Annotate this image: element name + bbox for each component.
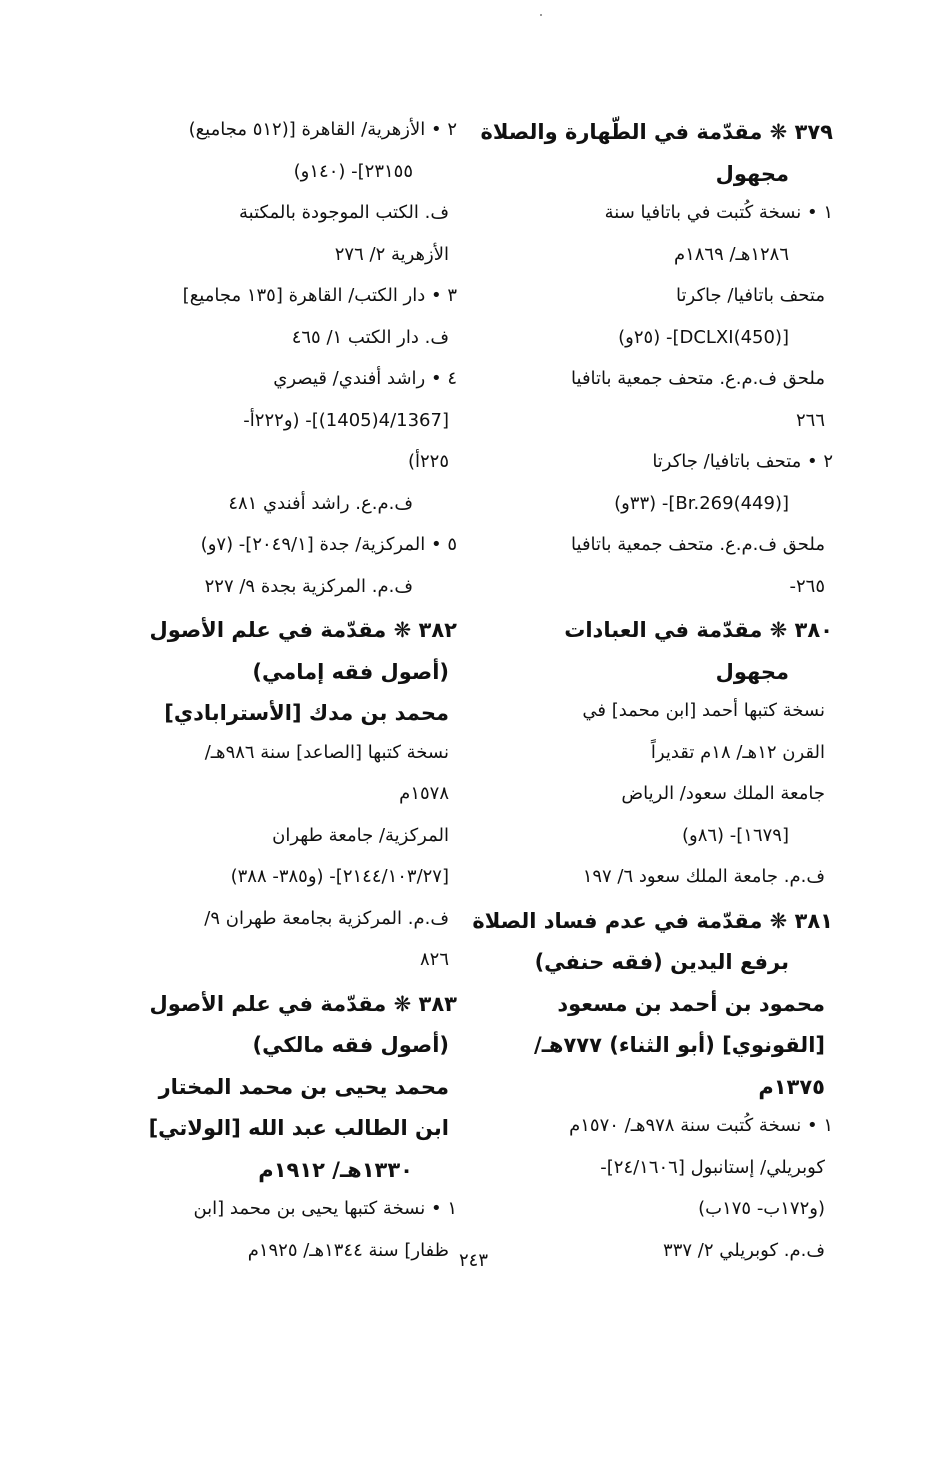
entry-line: نسخة كتبها أحمد [ابن محمد] في <box>582 700 825 721</box>
entry-line: ١٢٨٦هـ/ ١٨٦٩م <box>673 243 789 265</box>
page-number: ٢٤٣ <box>458 1250 488 1271</box>
entry-line: ملحق ف.م.ع. متحف جمعية باتافيا <box>571 534 825 555</box>
entry-line: ١٥٧٨م <box>399 783 449 804</box>
entry-line: ٢ • الأزهرية/ القاهرة [(٥١٢ مجاميع) <box>188 119 457 140</box>
entry-heading: ٣٨٠ ❋ مقدّمة في العبادات <box>564 618 833 642</box>
entry-line: كوبريلي/ إستانبول [٢٤/١٦٠٦]- <box>600 1156 825 1178</box>
entry-line: [Br.269(449)]- (٣٣و) <box>614 492 789 514</box>
entry-heading: ١٣٧٥م <box>758 1074 825 1099</box>
entry-line: ف.م. جامعة الملك سعود ٦/ ١٩٧ <box>582 866 825 887</box>
entry-heading: مجهول <box>715 161 789 186</box>
entry-line: ف.م. المركزية بجامعة طهران ٩/ <box>204 907 449 929</box>
entry-line: ٢ • متحف باتافيا/ جاكرتا <box>652 451 833 472</box>
entry-line: ف. دار الكتب ١/ ٤٦٥ <box>291 326 449 348</box>
entry-line: ٤ • راشد أفندي/ قيصري <box>273 368 457 389</box>
entry-line: ف.م. كوبريلي ٢/ ٣٣٧ <box>663 1239 825 1261</box>
entry-heading: محمود بن أحمد بن مسعود <box>557 991 825 1016</box>
entry-line: ف.م. المركزية بجدة ٩/ ٢٢٧ <box>204 575 413 597</box>
entry-heading: مجهول <box>715 659 789 684</box>
entry-heading: محمد بن مدك [الأسترابادي] <box>164 701 449 725</box>
entry-line: ٣ • دار الكتب/ القاهرة [١٣٥ مجاميع] <box>182 285 457 306</box>
entry-line: الأزهرية ٢/ ٢٧٦ <box>334 243 449 265</box>
entry-heading: ابن الطالب عبد الله [الولاتي] <box>148 1116 449 1140</box>
entry-line: ف. الكتب الموجودة بالمكتبة <box>239 202 449 223</box>
entry-line: ٥ • المركزية/ جدة [٢٠٤٩/١]- (٧و) <box>200 534 457 555</box>
entry-heading: محمد يحيى بن محمد المختار <box>158 1074 449 1099</box>
entry-heading: [القونوي] (أبو الثناء) ٧٧٧هـ/ <box>534 1033 825 1057</box>
entry-heading: ٣٨٢ ❋ مقدّمة في علم الأصول <box>149 618 457 642</box>
entry-line: [١٦٧٩]- (٨٦و) <box>681 824 789 846</box>
entry-line: ظفار] سنة ١٣٤٤هـ/ ١٩٢٥م <box>247 1239 449 1261</box>
entry-line: ١ • نسخة كُتبت في باتافيا سنة <box>604 202 833 223</box>
entry-heading: (أصول فقه مالكي) <box>252 1033 449 1057</box>
scan-mark <box>540 14 542 16</box>
entry-line: ٨٢٦ <box>419 949 449 970</box>
entry-line: [4/1367(1405)]- (و٢٢٢أ- <box>243 409 449 431</box>
entry-line: نسخة كتبها [الصاعد] سنة ٩٨٦هـ/ <box>204 741 449 763</box>
entry-line: [DCLXI(450)]- (٢٥و) <box>618 326 789 348</box>
entry-heading: ١٣٣٠هـ/ ١٩١٢م <box>258 1157 413 1182</box>
entry-line: القرن ١٢هـ/ ١٨م تقديراً <box>650 741 825 763</box>
entry-line: (و١٧٢ب- ١٧٥ب) <box>698 1198 825 1219</box>
entry-line: جامعة الملك سعود/ الرياض <box>621 783 825 804</box>
entry-line: ٢٦٥- <box>789 575 825 597</box>
entry-line: ٢٦٦ <box>795 409 825 431</box>
entry-heading: برفع اليدين (فقه حنفي) <box>534 950 789 974</box>
entry-line: ٢٢٥أ) <box>407 451 449 472</box>
entry-line: متحف باتافيا/ جاكرتا <box>676 285 825 306</box>
entry-line: ١ • نسخة كتبها يحيى بن محمد [ابن <box>193 1198 457 1219</box>
entry-line: [٢١٤٤/١٠٣/٢٧]- (و٣٨٥- ٣٨٨) <box>230 866 449 887</box>
entry-heading: ٣٧٩ ❋ مقدّمة في الطّهارة والصلاة <box>480 120 833 144</box>
entry-line: ملحق ف.م.ع. متحف جمعية باتافيا <box>571 368 825 389</box>
entry-line: ٢٣١٥٥]- (١٤٠و) <box>293 160 413 182</box>
entry-line: ١ • نسخة كُتبت سنة ٩٧٨هـ/ ١٥٧٠م <box>569 1115 833 1136</box>
entry-heading: ٣٨٣ ❋ مقدّمة في علم الأصول <box>149 991 457 1016</box>
entry-heading: (أصول فقه إمامي) <box>252 659 449 684</box>
entry-line: المركزية/ جامعة طهران <box>272 824 449 846</box>
entry-line: ف.م.ع. راشد أفندي ٤٨١ <box>228 492 413 514</box>
entry-heading: ٣٨١ ❋ مقدّمة في عدم فساد الصلاة <box>472 908 833 933</box>
